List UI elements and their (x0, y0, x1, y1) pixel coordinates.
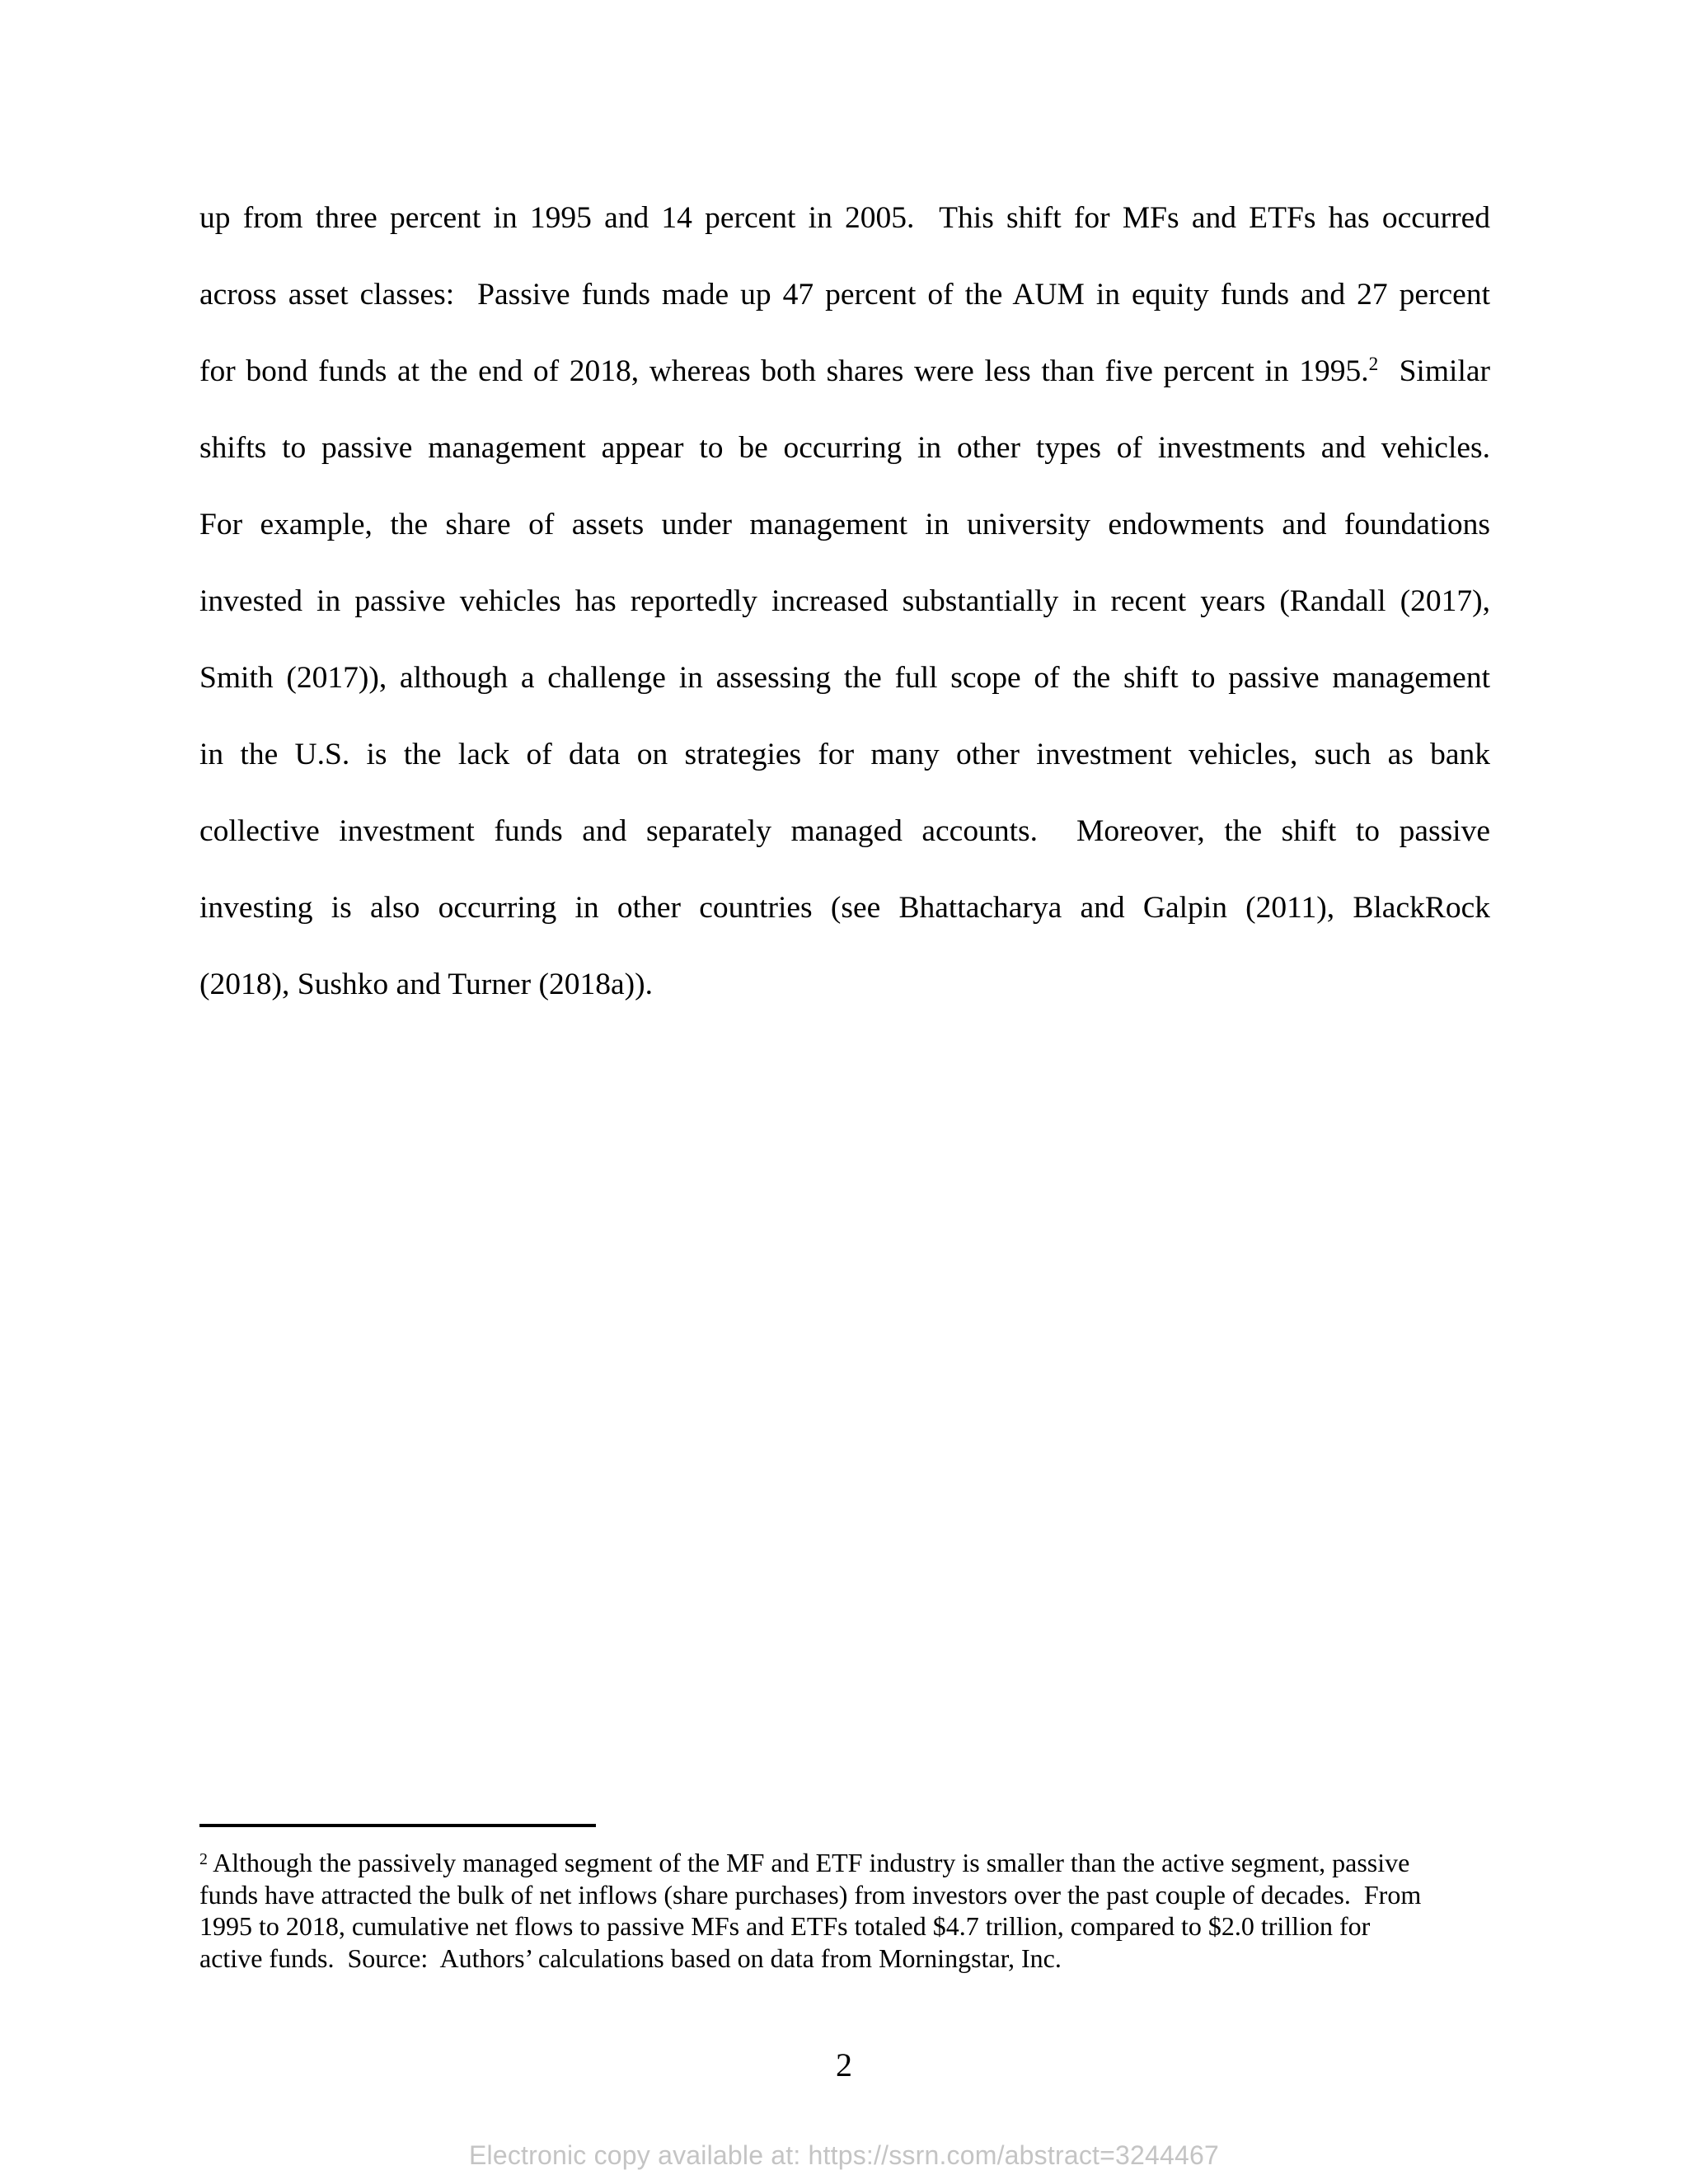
footnote (199, 1847, 1518, 1974)
footnote-line: funds have attracted the bulk of net inflows (share purchases) from investors over the past couple of decades. From (199, 1879, 1422, 1910)
page-number: 2 (836, 2046, 852, 2083)
body-line-text: collective investment funds and separately managed accounts. Moreover, the shift to passive (199, 814, 1490, 848)
body-line-text: up from three percent in 1995 and 14 percent in 2005. This shift for MFs and ETFs has occurred (199, 201, 1490, 235)
body-line-text: invested in passive vehicles has reportedly increased substantially in recent years (Randall (2017), (199, 584, 1490, 618)
body-line (199, 793, 1490, 869)
body-line (199, 640, 1490, 716)
body-line-text: Smith (2017)), although a challenge in assessing the full scope of the shift to passive management (199, 661, 1490, 695)
body-line-text: shifts to passive management appear to be occurring in other types of investments and vehicles. (199, 431, 1490, 465)
body-line (199, 869, 1490, 946)
body-line (199, 410, 1490, 486)
body-line-text: for bond funds at the end of 2018, whereas both shares were less than five percent in 1995. (199, 354, 1369, 388)
footnote-line: 1995 to 2018, cumulative net flows to passive MFs and ETFs totaled $4.7 trillion, compared to $2.0 trillion for (199, 1911, 1371, 1941)
footnote-separator-rule (199, 1824, 596, 1827)
body-paragraph (199, 180, 1490, 1023)
body-line-text: Similar (1378, 354, 1490, 388)
ssrn-watermark: Electronic copy available at: https://ssrn.com/abstract=3244467 (469, 2140, 1219, 2170)
body-line-text: investing is also occurring in other countries (see Bhattacharya and Galpin (2011), BlackRock (199, 891, 1490, 925)
body-line-text: For example, the share of assets under management in university endowments and foundations (199, 508, 1490, 541)
body-line-text: across asset classes: Passive funds made up 47 percent of the AUM in equity funds and 27 percent (199, 278, 1490, 312)
body-line (199, 333, 1490, 410)
body-line (199, 256, 1490, 333)
body-line (199, 180, 1490, 256)
body-line (199, 486, 1490, 563)
footnote-line (199, 1847, 1518, 1879)
body-line-text: in the U.S. is the lack of data on strategies for many other investment vehicles, such as bank (199, 738, 1490, 771)
footnote-line-text: Although the passively managed segment of the MF and ETF industry is smaller than the active segment, passive (207, 1848, 1410, 1877)
footnote-line: active funds. Source: Authors’ calculations based on data from Morningstar, Inc. (199, 1943, 1062, 1973)
footnote-marker: 2 (199, 1850, 208, 1869)
footnote-reference-2: 2 (1368, 354, 1379, 376)
body-line (199, 716, 1490, 793)
body-line (199, 946, 1490, 1023)
body-line-text: (2018), Sushko and Turner (2018a)). (199, 968, 653, 1001)
body-line (199, 563, 1490, 640)
